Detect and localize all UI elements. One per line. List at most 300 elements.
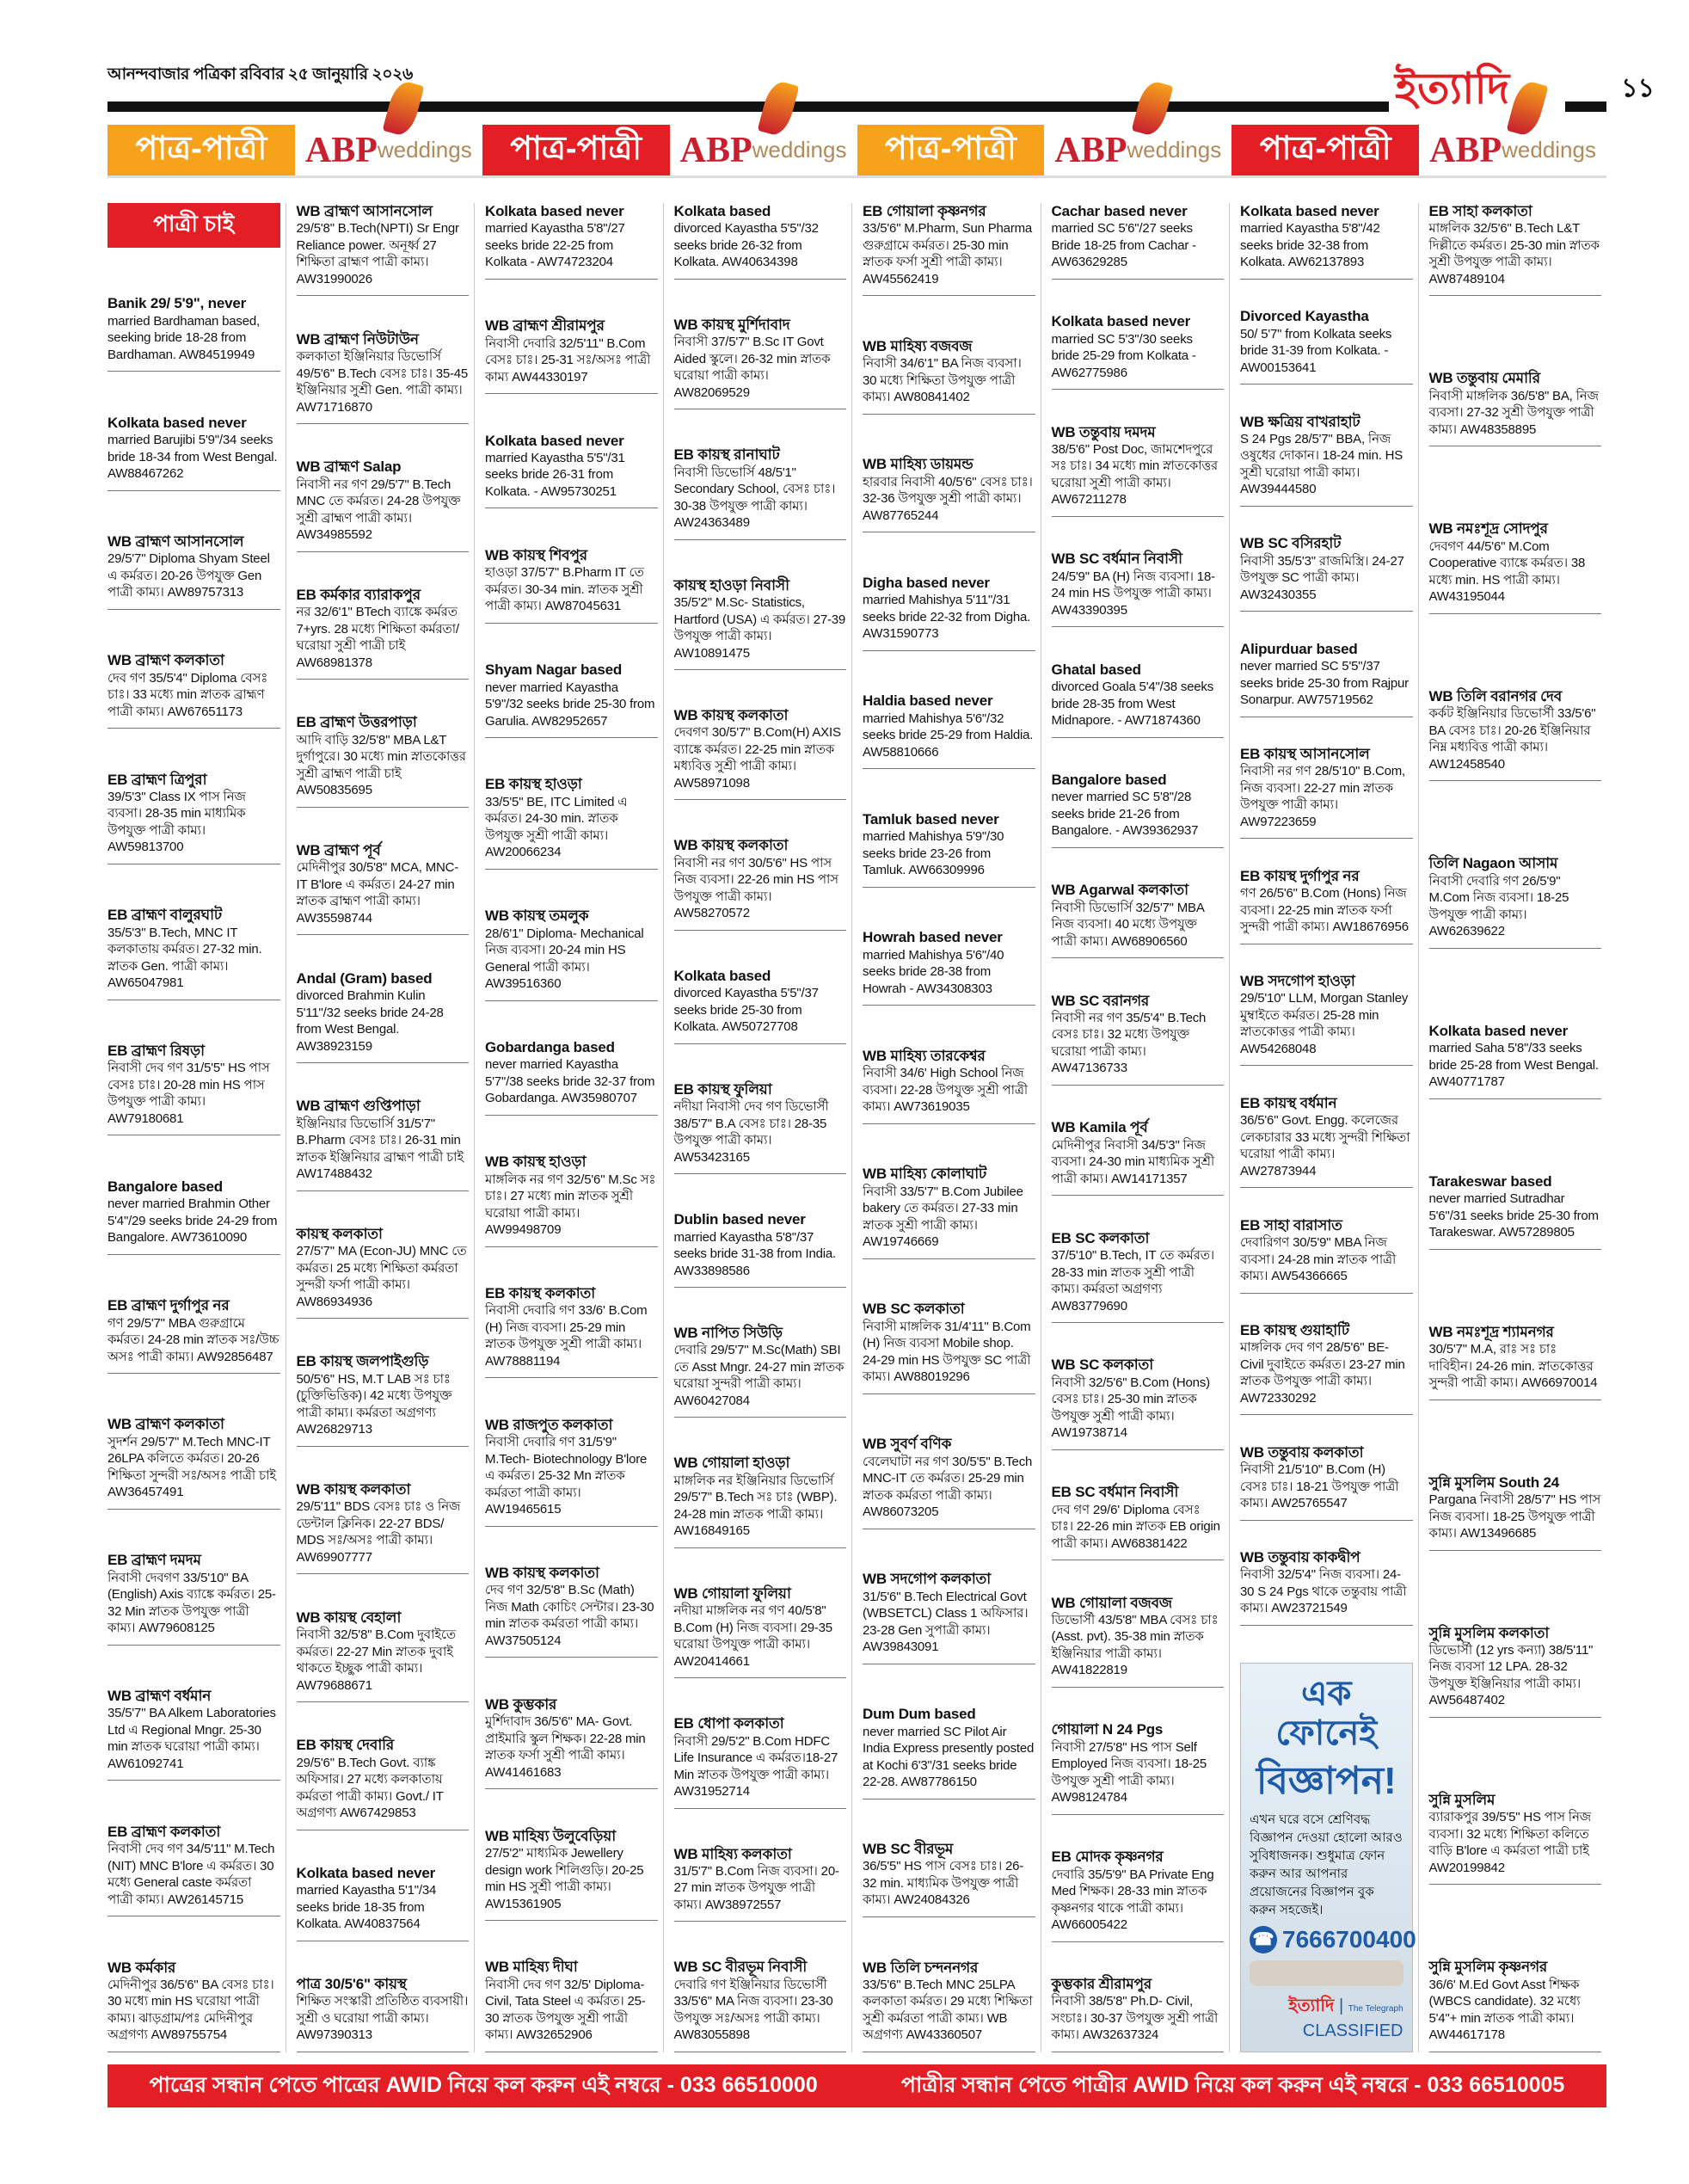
ad-divider xyxy=(1052,1553,1225,1560)
ad-body: নদীয়া নিবাসী দেব গণ ডিভোর্সী 38/5'7" B.A বেসঃ চাঃ। 28-35 উপযুক্ত পাত্রী কাম্য। AW53423165 xyxy=(673,1099,829,1165)
ad-body: নিবাসী দেব গণ 34/5'11" M.Tech (NIT) MNC B'lore এ কর্মরত। 30 মধ্যে General caste কর্মরতা পাত্রী কাম্য। AW26145715 xyxy=(107,1842,275,1907)
ad-column xyxy=(863,203,1041,2052)
classified-ad xyxy=(863,1436,1035,1529)
ad-body: 33/5'6" M.Pharm, Sun Pharma গুরুগ্রামে কর্মরত। 25-30 min স্নাতক ফর্সা সুশ্রী পাত্রী কাম্য। AW45562419 xyxy=(863,221,1033,286)
ad-body: divorced Brahmin Kulin 5'11"/32 seeks bride 24-28 from West Bengal. AW38923159 xyxy=(296,988,444,1054)
ad-heading: WB মাহিষ্য দীঘা xyxy=(485,1959,578,1976)
ad-heading: WB ব্রাহ্মণ শ্রীরামপুর xyxy=(485,317,605,335)
ad-heading: Kolkata based never xyxy=(485,432,624,449)
ad-body: married Mahishya 5'11"/31 seeks bride 22-32 from Digha. AW31590773 xyxy=(863,593,1031,642)
ad-divider xyxy=(1052,1316,1225,1323)
classified-ad xyxy=(107,1297,280,1374)
ad-body: ইঞ্জিনিয়ার ডিভোর্সি 31/5'7" B.Pharm বেসঃ চাঃ। 26-31 min স্নাতক ইঞ্জিনিয়ার ব্রাহ্মণ পাত্রী চাই AW17488432 xyxy=(296,1116,464,1182)
ad-heading: WB কায়স্থ কলকাতা xyxy=(485,1565,599,1582)
classified-ad xyxy=(1240,1217,1413,1294)
ad-divider xyxy=(1052,273,1225,280)
classified-ad xyxy=(674,577,847,670)
ad-heading: WB গোয়ালা হাওড়া xyxy=(673,1455,790,1472)
ad-divider xyxy=(107,1129,280,1135)
ad-divider xyxy=(485,2046,658,2052)
promo-title: এক ফোনেই xyxy=(1275,1675,1378,1753)
ad-heading: WB ব্রাহ্মণ কলকাতা xyxy=(107,652,224,669)
ad-body: দেবগণ 44/5'6" M.Com Cooperative ব্যাঙ্কে কর্মরত। 38 মধ্যে min. HS পাত্রী কাম্য। AW43195044 xyxy=(1428,538,1586,605)
classified-ad xyxy=(485,661,658,738)
ad-heading: Dum Dum based xyxy=(863,1706,976,1723)
ad-divider xyxy=(1240,273,1413,280)
ad-heading: EB ব্রাহ্মণ কলকাতা xyxy=(107,1823,221,1840)
classified-ad xyxy=(107,652,280,729)
ad-body: married Mahishya 5'6"/32 seeks bride 25-29 from Haldia. AW58810666 xyxy=(863,711,1034,760)
promo-body: এখন ঘরে বসে শ্রেণিবদ্ধ বিজ্ঞাপন দেওয়া হোলো আরও সুবিধাজনক। শুধুমাত্র ফোন করুন আর আপনার প্রয়োজনের বিজ্ঞাপন বুক করুন সহজেই। xyxy=(1250,1812,1403,1917)
classified-ad xyxy=(107,295,280,372)
ad-divider xyxy=(674,1281,847,1288)
ad-divider xyxy=(1429,1711,1602,1718)
ad-divider xyxy=(297,1824,470,1830)
newspaper-date-line: আনন্দবাজার পত্রিকা রবিবার ২৫ জানুয়ারি ২০২৬ xyxy=(107,65,413,83)
ad-body: নিবাসী 38/5'8" Ph.D- Civil, সংচাঃ। 30-37 উপযুক্ত সুশ্রী পাত্রী কাম্য। AW32637324 xyxy=(1051,1994,1219,2043)
ad-heading: WB SC বরানগর xyxy=(1051,992,1150,1009)
ad-divider xyxy=(1052,510,1225,517)
ad-divider xyxy=(107,2046,280,2052)
ad-heading: EB কর্মকার ব্যারাকপুর xyxy=(296,586,421,603)
abp-weddings-logo xyxy=(1044,125,1231,175)
ad-divider xyxy=(1240,1514,1413,1521)
ad-body: 35/5'3" B.Tech, MNC IT কলকাতায় কর্মরত। 27-32 min. স্নাতক Gen. পাত্রী কাম্য। AW65047981 xyxy=(107,925,262,991)
telegraph-classified-logo: ইত্যাদি | The Telegraph CLASSIFIED xyxy=(1288,1996,1403,2040)
ad-divider xyxy=(1429,1878,1602,1885)
classified-ad xyxy=(1052,661,1225,738)
ad-heading: WB ক্ষত্রিয় বাখরাহাট xyxy=(1240,413,1360,430)
ad-heading: কায়স্থ হাওড়া নিবাসী xyxy=(673,576,789,594)
classified-ad xyxy=(1052,772,1225,848)
ad-divider xyxy=(485,273,658,280)
classified-ad xyxy=(485,1285,658,1378)
ad-body: সুদর্শন 29/5'7" M.Tech MNC-IT 26LPA কলিতে কর্মরত। 20-26 শিক্ষিতা সুন্দরী সঃ/অসঃ পাত্রী চাই AW36457491 xyxy=(107,1434,276,1500)
ad-body: শিক্ষিত সংস্কারী প্রতিষ্ঠিত ব্যবসায়ী। সুশ্রী ও ঘরোয়া পাত্রী কাম্য। AW97390313 xyxy=(296,1994,469,2043)
ad-body: 38/5'6" Post Doc, জামশেদপুরে সঃ চাঃ। 34 মধ্যে min স্নাতকোত্তর ঘরোয়া সুশ্রী পাত্রী কাম্য। AW67211278 xyxy=(1051,441,1218,508)
weddings-text: weddings xyxy=(752,137,847,163)
ad-body: married Kayastha 5'1"/34 seeks bride 18-35 from Kolkata. AW40837564 xyxy=(296,1883,437,1932)
ad-heading: WB মাহিষ্য বজবজ xyxy=(863,337,973,354)
classified-ad xyxy=(107,907,280,1000)
ad-divider xyxy=(863,2046,1035,2052)
ad-body: নিবাসী 34/6' High School নিজ ব্যবসা। 22-28 উপযুক্ত সুশ্রী পাত্রী কাম্য। AW73619035 xyxy=(863,1066,1028,1115)
ad-heading: WB কায়স্থ কলকাতা xyxy=(673,837,789,854)
classified-ad xyxy=(674,1715,847,1808)
ad-divider xyxy=(1240,1059,1413,1066)
ad-body: দেব গণ 29/6' Diploma বেসঃ চাঃ। 22-26 min স্নাতক EB origin পাত্রী কাম্য। AW68381422 xyxy=(1051,1502,1220,1551)
ad-body: নর 32/6'1" BTech ব্যাঙ্কে কর্মরত 7+yrs. 28 মধ্যে শিক্ষিতা কর্মরতা/ঘরোয়া সুশ্রী পাত্রী চাই AW68981378 xyxy=(296,605,459,670)
ad-heading: Kolkata based never xyxy=(485,203,624,219)
ad-heading: WB SC বসিরহাট xyxy=(1240,535,1342,552)
bride-helpline: পাত্রীর সন্ধান পেতে পাত্রীর AWID নিয়ে কল করুন এই নম্বরে - 033 66510005 xyxy=(901,2072,1565,2097)
classified-ad xyxy=(107,1959,280,2052)
ad-divider xyxy=(1052,1808,1225,1815)
abp-text: ABP xyxy=(1054,130,1127,170)
ad-body: never married Sutradhar 5'6"/31 seeks bride 25-30 from Tarakeswar. AW57289805 xyxy=(1428,1191,1599,1240)
classified-ad xyxy=(1240,746,1413,839)
classified-ad xyxy=(1429,1474,1602,1551)
ad-divider xyxy=(1429,2046,1602,2052)
ad-heading: WB ব্রাহ্মণ গুপ্তিপাড়া xyxy=(296,1098,421,1115)
classified-ad xyxy=(485,776,658,869)
ad-divider xyxy=(297,417,470,424)
ad-body: married Kayastha 5'5"/31 seeks bride 26-31 from Kolkata. - AW95730251 xyxy=(485,450,625,499)
ad-body: গণ 26/5'6" B.Com (Hons) নিজ ব্যবসা। 22-25 min স্নাতক ফর্সা সুন্দরী পাত্রী কাম্য। AW18676956 xyxy=(1240,886,1409,935)
ad-divider xyxy=(1052,951,1225,958)
classified-ad xyxy=(1052,1721,1225,1814)
ad-heading: WB কায়স্থ হাওড়া xyxy=(485,1154,587,1171)
ad-heading: WB গোয়ালা বজবজ xyxy=(1051,1594,1172,1611)
patra-patri-label: পাত্র-পাত্রী xyxy=(1231,125,1419,175)
ad-body: divorced Goala 5'4"/38 seeks bride 28-35 from West Midnapore. - AW71874360 xyxy=(1051,680,1214,729)
ad-divider xyxy=(107,1367,280,1374)
ad-heading: WB কায়স্থ মুর্শিদাবাদ xyxy=(673,316,790,333)
ad-heading: সুন্নি মুসলিম South 24 xyxy=(1428,1473,1559,1491)
classified-ad xyxy=(107,1043,280,1135)
header-rule xyxy=(107,102,1389,112)
patra-patri-banner xyxy=(107,125,1606,178)
classified-ad xyxy=(863,1301,1035,1393)
ad-heading: EB মোদক কৃষ্ণনগর xyxy=(1051,1849,1164,1866)
ad-divider xyxy=(1240,1408,1413,1415)
ad-divider xyxy=(1429,1092,1602,1099)
patra-patri-label: পাত্র-পাত্রী xyxy=(482,125,670,175)
ad-divider xyxy=(674,924,847,931)
classified-ad xyxy=(1052,1976,1225,2052)
classified-ad xyxy=(674,1455,847,1547)
classified-ad xyxy=(674,707,847,800)
classified-ad xyxy=(674,1959,847,2052)
ad-divider xyxy=(1052,1443,1225,1450)
ad-divider xyxy=(674,1802,847,1809)
ad-body: নিবাসী নর গণ 35/5'4" B.Tech বেসঃ চাঃ। 32 মধ্যে উপযুক্ত ঘরোয়া পাত্রী কাম্য। AW47136733 xyxy=(1051,1010,1207,1076)
ad-body: married Bardhaman based, seeking bride 18-28 from Bardhaman. AW84519949 xyxy=(107,313,260,362)
classified-ad xyxy=(485,433,658,509)
logo-telegraph: The Telegraph xyxy=(1348,2003,1403,2014)
classified-ad xyxy=(1429,1959,1602,2052)
ad-heading: EB কায়স্থ গুয়াহাটি xyxy=(1240,1321,1349,1338)
ad-divider xyxy=(1052,1935,1225,1942)
ad-heading: WB রাজপুত কলকাতা xyxy=(485,1416,613,1433)
ad-body: নিবাসী দেব গণ 32/5' Diploma- Civil, Tata Steel এ কর্মরত। 25-30 স্নাতক উপযুক্ত সুশ্রী পাত্রী কাম্য। AW32652906 xyxy=(485,1977,646,2043)
classified-ad xyxy=(297,458,470,551)
ad-body: 30/5'7" M.A, রাঃ সঃ চাঃ দাবিহীন। 24-26 min. স্নাতকোত্তর সুন্দরী পাত্রী কাম্য। AW66970014 xyxy=(1428,1342,1598,1391)
ad-heading: তিলি Nagaon আসাম xyxy=(1428,855,1558,872)
weddings-text: weddings xyxy=(1502,137,1596,163)
ad-body: married Kayastha 5'8"/27 seeks bride 22-25 from Kolkata - AW74723204 xyxy=(485,221,625,270)
ad-body: নিবাসী 32/5'8" B.Com দুবাইতে কর্মরত। 22-27 Min স্নাতক দুবাই থাকতে ইচ্ছুক পাত্রী কাম্য। AW79688671 xyxy=(296,1627,456,1693)
classified-ad xyxy=(1240,1322,1413,1415)
classified-ad xyxy=(1240,308,1413,385)
classified-ad xyxy=(485,547,658,624)
ad-heading: WB কায়স্থ কলকাতা xyxy=(673,707,789,724)
ad-body: নদীয়া মাঙ্গলিক নর গণ 40/5'8" B.Com (H) নিজ ব্যবসা। 29-35 ঘরোয়া উপযুক্ত পাত্রী কাম্য। AW20414661 xyxy=(673,1603,832,1669)
ad-divider xyxy=(485,1109,658,1116)
ad-heading: WB তন্তুবায় দমদম xyxy=(1051,423,1156,440)
classified-ad xyxy=(863,1706,1035,1799)
ad-divider xyxy=(1052,1681,1225,1688)
ad-heading: EB সাহা কলকাতা xyxy=(1428,203,1532,219)
classified-ad xyxy=(1052,551,1225,627)
classified-ad xyxy=(863,1166,1035,1258)
ad-heading: EB কায়স্থ জলপাইগুড়ি xyxy=(296,1353,429,1370)
ad-divider xyxy=(863,1387,1035,1394)
ad-heading: WB SC বর্ধমান নিবাসী xyxy=(1051,551,1182,568)
ad-heading: Tamluk based never xyxy=(863,810,999,827)
ad-body: 29/5'10" LLM, Morgan Stanley মুম্বাইতে কর্মরত। 25-28 min স্নাতকোত্তর পাত্রী কাম্য। AW54268048 xyxy=(1240,991,1409,1056)
section-logo: ইত্যাদি xyxy=(1395,64,1510,114)
classified-ad xyxy=(107,533,280,610)
classified-ad xyxy=(297,1609,470,1702)
ad-body: 50/ 5'7" from Kolkata seeks bride 31-39 from Kolkata. - AW00153641 xyxy=(1240,326,1392,375)
ad-body: 27/5'2" মাধ্যমিক Jewellery design work শিলিগুড়ি। 20-25 min HS সুশ্রী পাত্রী কাম্য। AW15361905 xyxy=(485,1846,644,1911)
classified-ad xyxy=(485,317,658,394)
ad-heading: EB ব্রাহ্মণ রিষড়া xyxy=(107,1043,205,1060)
classified-ad xyxy=(1429,855,1602,948)
ad-divider xyxy=(485,1371,658,1378)
classified-ad xyxy=(1052,1849,1225,1941)
ad-divider xyxy=(485,501,658,508)
classified-ad xyxy=(485,1039,658,1116)
ad-divider xyxy=(674,1167,847,1174)
ad-heading: গোয়ালা N 24 Pgs xyxy=(1051,1721,1164,1738)
ad-heading: EB কায়স্থ আসানসোল xyxy=(1240,745,1370,762)
ad-heading: EB ব্রাহ্মণ দুর্গাপুর নর xyxy=(107,1297,230,1314)
ad-heading: EB গোয়ালা কৃষ্ণনগর xyxy=(863,203,986,219)
classified-ad xyxy=(297,842,470,935)
ad-body: দেব গণ 35/5'4" Diploma বেসঃ চাঃ। 33 মধ্যে min স্নাতক ব্রাহ্মণ পাত্রী কাম্য। AW67651173 xyxy=(107,670,268,719)
ad-heading: Kolkata based xyxy=(673,203,771,219)
ad-heading: WB তন্তুবায় কলকাতা xyxy=(1240,1443,1364,1461)
classified-ad xyxy=(485,1696,658,1789)
ad-body: 27/5'7" MA (Econ-JU) MNC তে কর্মরত। 25 মধ্যে শিক্ষিতা কর্মরতা সুন্দরী ফর্সা পাত্রী কাম্য। AW86934936 xyxy=(296,1244,467,1309)
ad-heading: WB মাহিষ্য কলকাতা xyxy=(673,1845,792,1862)
classified-ad xyxy=(485,1565,658,1658)
ad-heading: Kolkata based never xyxy=(107,414,247,431)
ad-divider xyxy=(1429,1243,1602,1250)
ad-body: নিবাসী 35/5'3" রাজমিস্ত্রি। 24-27 উপযুক্ত SC পাত্রী কাম্য। AW32430355 xyxy=(1240,553,1404,602)
ad-heading: WB মাহিষ্য কোলাঘাট xyxy=(863,1166,987,1183)
ad-heading: Banik 29/ 5'9", never xyxy=(107,295,246,312)
weddings-text: weddings xyxy=(1127,137,1222,163)
ad-divider xyxy=(1240,1181,1413,1188)
ad-column xyxy=(1240,203,1419,2052)
ad-heading: EB ব্রাহ্মণ ত্রিপুরা xyxy=(107,771,207,788)
ad-heading: পাত্র 30/5'6" কায়স্থ xyxy=(296,1976,407,1993)
ad-divider xyxy=(1052,383,1225,390)
sofa-image xyxy=(1250,1960,1403,1986)
ad-body: S 24 Pgs 28/5'7" BBA, নিজ ওষুধের দোকান। 18-24 min. HS সুশ্রী ঘরোয়া পাত্রী কাম্য। AW39444580 xyxy=(1240,431,1403,497)
ad-heading: WB কায়স্থ তমলুক xyxy=(485,907,589,925)
ad-heading: EB কায়স্থ হাওড়া xyxy=(485,776,582,793)
classified-ad xyxy=(297,1353,470,1446)
ad-body: ডিভোর্সী 43/5'8" MBA বেসঃ চাঃ (Asst. pvt). 35-38 min স্নাতক ইঞ্জিনিয়ার পাত্রী কাম্য। AW41822819 xyxy=(1051,1612,1219,1678)
classified-ad xyxy=(485,1154,658,1246)
ad-divider xyxy=(863,762,1035,769)
ad-heading: WB ব্রাহ্মণ Salap xyxy=(296,458,402,476)
ad-heading: EB কায়স্থ ফুলিয়া xyxy=(673,1080,772,1098)
ad-heading: WB Agarwal কলকাতা xyxy=(1051,882,1188,899)
ad-divider xyxy=(863,1117,1035,1124)
ad-divider xyxy=(674,403,847,409)
promo-title: বিজ্ঞাপন! xyxy=(1256,1760,1397,1803)
ad-heading: EB ব্রাহ্মণ উত্তরপাড়া xyxy=(296,714,417,731)
ad-heading: WB কায়স্থ বেহালা xyxy=(296,1609,402,1626)
ad-body: কলকাতা ইঞ্জিনিয়ার ডিভোর্সি 49/5'6" B.Tech বেসঃ চাঃ। 35-45 ইঞ্জিনিয়ার সুশ্রী Gen. পাত্রী কাম্য। AW71716870 xyxy=(296,349,469,415)
ad-body: married Kayastha 5'8"/42 seeks bride 32-38 from Kolkata. AW62137893 xyxy=(1240,221,1380,270)
ad-body: গণ 29/5'7" MBA গুরুগ্রামে কর্মরত। 24-28 min স্নাতক সঃ/উচ্চ অসঃ পাত্রী কাম্য। AW92856487 xyxy=(107,1315,279,1364)
ad-divider xyxy=(1429,289,1602,296)
ad-body: divorced Kayastha 5'5"/37 seeks bride 25-30 from Kolkata. AW50727708 xyxy=(673,986,819,1035)
ad-heading: WB SC কলকাতা xyxy=(1051,1357,1153,1374)
ad-heading: EB ধোপা কলকাতা xyxy=(673,1715,784,1732)
ad-divider xyxy=(1052,620,1225,627)
ad-heading: WB নমঃশূদ্র শ্যামনগর xyxy=(1428,1323,1554,1340)
ad-heading: Dublin based never xyxy=(673,1211,806,1228)
ad-body: 28/6'1" Diploma- Mechanical নিজ ব্যবসা। 20-24 min HS General পাত্রী কাম্য। AW39516360 xyxy=(485,926,644,992)
ad-heading: Howrah based never xyxy=(863,929,1003,946)
ad-divider xyxy=(1240,500,1413,507)
ad-heading: EB সাহা বারাসাত xyxy=(1240,1216,1342,1233)
ad-heading: WB SC বীরভূম xyxy=(863,1841,954,1858)
ad-body: নিবাসী 34/6'1" BA নিজ ব্যবসা। 30 মধ্যে শিক্ষিতা উপযুক্ত পাত্রী কাম্য। AW80841402 xyxy=(863,356,1022,405)
ad-body: married Mahishya 5'6"/40 seeks bride 28-38 from Howrah - AW34308303 xyxy=(863,947,1004,996)
ad-body: নিবাসী দেবারি 32/5'11" B.Com বেসঃ চাঃ। 25-31 সঃ/অসঃ পাত্রী কাম্য AW44330197 xyxy=(485,335,651,385)
ad-heading: Shyam Nagar based xyxy=(485,661,623,679)
classified-ad xyxy=(674,1585,847,1678)
ad-body: মেদিনীপুর 30/5'8" MCA, MNC- IT B'lore এ কর্মরত। 24-27 min স্নাতক ব্রাহ্মণ পাত্রী কাম্য। AW35598744 xyxy=(296,860,459,926)
ad-body: never married Brahmin Other 5'4"/29 seeks bride 24-29 from Bangalore. AW73610090 xyxy=(107,1197,278,1246)
ad-divider xyxy=(863,1658,1035,1664)
classified-ad xyxy=(1052,993,1225,1086)
classified-ad xyxy=(485,907,658,1000)
ad-divider xyxy=(863,1910,1035,1917)
ad-divider xyxy=(107,365,280,372)
ad-body: দেবগণ 30/5'7" B.Com(H) AXIS ব্যাঙ্কে কর্মরত। 22-25 min স্নাতক মধ্যবিত্ত সুশ্রী পাত্রী কাম্য। AW58971098 xyxy=(673,725,841,791)
ad-body: 50/5'6" HS, M.T LAB সঃ চাঃ (চুক্তিভিত্তিক)। 42 মধ্যে উপযুক্ত পাত্রী কাম্য। কর্মরতা অগ্রগণ্য AW26829713 xyxy=(296,1371,452,1437)
abp-weddings-logo xyxy=(295,125,482,175)
classified-ad xyxy=(1052,1357,1225,1449)
ad-body: 35/5'7" BA Alkem Laboratories Ltd এ Regional Mngr. 25-30 min স্নাতক ঘরোয়া পাত্রী কাম্য। AW61092741 xyxy=(107,1706,276,1771)
ad-divider xyxy=(674,1541,847,1548)
ad-divider xyxy=(485,1651,658,1658)
section-heading: পাত্রী চাই xyxy=(107,203,280,248)
classified-ad xyxy=(1429,370,1602,446)
classified-ad xyxy=(863,1959,1035,2052)
patra-patri-label: পাত্র-পাত্রী xyxy=(857,125,1045,175)
ad-divider xyxy=(1052,1189,1225,1196)
ad-divider xyxy=(485,863,658,870)
ad-body: নিবাসী নর গণ 29/5'7" B.Tech MNC তে কর্মরত। 24-28 উপযুক্ত সুশ্রী ব্রাহ্মণ পাত্রী কাম্য। AW34985592 xyxy=(296,477,461,543)
ad-heading: Kolkata based never xyxy=(1240,203,1379,219)
classified-ad xyxy=(1052,313,1225,390)
ad-divider xyxy=(297,1184,470,1191)
ad-body: বেলেঘাটা নর গণ 30/5'5" B.Tech MNC-IT তে কর্মরত। 25-29 min স্নাতক কর্মরতা পাত্রী কাম্য। AW86073205 xyxy=(863,1454,1033,1520)
ad-divider xyxy=(674,533,847,540)
classified-ad xyxy=(107,772,280,864)
ad-divider xyxy=(297,1695,470,1702)
ad-divider xyxy=(1429,942,1602,949)
ad-heading: WB ব্রাহ্মণ পূর্ব xyxy=(296,842,381,859)
ad-body: নিবাসী দেব গণ 31/5'5" HS পাস বেসঃ চাঃ। 20-28 min HS পাস উপযুক্ত পাত্রী কাম্য। AW79180681 xyxy=(107,1061,270,1126)
classified-ad xyxy=(107,1688,280,1781)
classified-ad xyxy=(297,1226,470,1319)
classified-promo-ad xyxy=(1240,1663,1416,2052)
abp-text: ABP xyxy=(1429,130,1502,170)
ad-heading: Gobardanga based xyxy=(485,1038,615,1055)
ad-divider xyxy=(297,545,470,552)
ad-heading: Digha based never xyxy=(863,574,990,591)
ad-heading: WB কুম্ভকার xyxy=(485,1695,557,1713)
ad-heading: EB কায়স্থ রানাঘাট xyxy=(673,446,780,464)
ad-body: 39/5'3" Class IX পাস নিজ ব্যবসা। 28-35 min মাধ্যমিক উপযুক্ত পাত্রী কাম্য। AW59813700 xyxy=(107,789,246,855)
ad-column xyxy=(674,203,853,2052)
logo-ityadi: ইত্যাদি xyxy=(1288,1996,1335,2015)
ad-heading: WB সদগোপ কলকাতা xyxy=(863,1571,992,1588)
classified-ad xyxy=(107,1824,280,1916)
promo-phone xyxy=(1250,1925,1416,1953)
classified-ad xyxy=(297,331,470,424)
classified-ad xyxy=(1052,1119,1225,1196)
ad-heading: WB মাহিষ্য উলুবেড়িয়া xyxy=(485,1827,616,1844)
ad-divider xyxy=(674,1411,847,1418)
ad-divider xyxy=(107,603,280,610)
ad-body: দেব গণ 32/5'8" B.Sc (Math) নিজ Math কোচিং সেন্টার। 23-30 min স্নাতক কর্মরতা পাত্রী কাম্য। AW37505124 xyxy=(485,1583,654,1648)
ad-divider xyxy=(863,644,1035,651)
abp-text: ABP xyxy=(679,130,752,170)
ad-divider xyxy=(297,1312,470,1319)
ad-divider xyxy=(485,1782,658,1789)
ad-divider xyxy=(1052,2046,1225,2052)
ad-column xyxy=(297,203,476,2052)
ad-divider xyxy=(674,2046,847,2052)
ad-heading: WB সুবর্ণ বণিক xyxy=(863,1436,952,1453)
ad-divider xyxy=(863,999,1035,1006)
page-number: ১১ xyxy=(1621,74,1655,102)
ad-body: 31/5'7" B.Com নিজ ব্যবসা। 20-27 min স্নাতক উপযুক্ত পাত্রী কাম্য। AW38972557 xyxy=(673,1863,839,1912)
ad-body: নিবাসী দেবগণ 33/5'10" BA (English) Axis ব্যাঙ্কে কর্মরত। 25-32 Min স্নাতক উপযুক্ত পাত্রী কাম্য। AW79608125 xyxy=(107,1570,276,1636)
classified-ad xyxy=(863,692,1035,769)
ad-heading: Kolkata based never xyxy=(296,1864,436,1881)
ad-body: আদি বাড়ি 32/5'8" MBA L&T দুর্গাপুরে। 30 মধ্যে min স্নাতকোত্তর সুশ্রী ব্রাহ্মণ পাত্রী চাই AW50835695 xyxy=(296,732,466,798)
classified-ad xyxy=(674,1846,847,1923)
ad-divider xyxy=(863,289,1035,296)
ad-body: মাঙ্গলিক নর গণ 32/5'6" M.Sc সঃ চাঃ। 27 মধ্যে min স্নাতক সুশ্রী ঘরোয়া পাত্রী কাম্য। AW99498709 xyxy=(485,1172,656,1238)
classified-ad xyxy=(1240,973,1413,1066)
ad-divider xyxy=(297,1440,470,1447)
ad-divider xyxy=(297,673,470,680)
ad-heading: WB Kamila পূর্ব xyxy=(1051,1119,1148,1136)
ad-body: 36/6' M.Ed Govt Asst শিক্ষক (WBCS candidate). 32 মধ্যে 5'4"+ min স্নাতক পাত্রী কাম্য। AW44617178 xyxy=(1428,1977,1581,2043)
ad-divider xyxy=(485,387,658,394)
classified-ad xyxy=(107,1416,280,1509)
ad-divider xyxy=(1240,1287,1413,1294)
ad-divider xyxy=(107,1248,280,1255)
ad-body: মাঙ্গলিক দেব গণ 28/5'6" BE- Civil দুবাইতে কর্মরত। 23-27 min স্নাতক উপযুক্ত পাত্রী কাম্য। AW72330292 xyxy=(1240,1340,1405,1406)
ad-divider xyxy=(674,273,847,280)
abp-text: ABP xyxy=(304,130,378,170)
classified-ad xyxy=(297,1481,470,1574)
footer-helpline-bar xyxy=(107,2064,1606,2107)
ad-body: মেদিনীপুর নিবাসী 34/5'3" নিজ ব্যবসা। 24-30 min মাধ্যমিক সুশ্রী পাত্রী কাম্য। AW14171357 xyxy=(1051,1137,1215,1186)
ad-heading: Divorced Kayastha xyxy=(1240,308,1369,325)
ad-body: Pargana নিবাসী 28/5'7" HS পাস নিজ ব্যবসা। 18-25 উপযুক্ত পাত্রী কাম্য। AW13496685 xyxy=(1428,1492,1601,1541)
ad-heading: EB SC কলকাতা xyxy=(1051,1229,1150,1246)
classified-ad xyxy=(297,587,470,680)
ad-heading: EB SC বর্ধমান নিবাসী xyxy=(1051,1484,1179,1501)
ad-divider xyxy=(674,1037,847,1044)
